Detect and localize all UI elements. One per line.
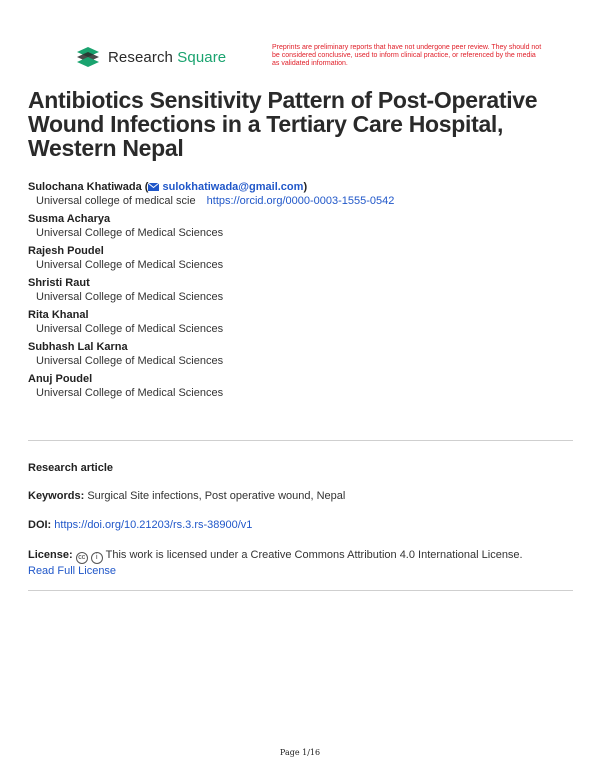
- keywords: [28, 489, 573, 504]
- keywords-label: Keywords:: [28, 490, 85, 502]
- author-entry-corresponding: Sulochana Khatiwada ( sulokhatiwada@gmail.com) Universal college of medical scie https://orcid.org/0000-0003-1555-0542: [28, 181, 395, 207]
- preprint-notice: Preprints are preliminary reports that have not undergone peer review. They should not be considered conclusive, used to inform clinical practice, or referenced by the media as validated information.: [272, 44, 542, 67]
- envelope-icon: [148, 183, 159, 191]
- doi: [28, 518, 573, 533]
- author-name: Susma Acharya: [28, 213, 111, 225]
- divider: [28, 590, 573, 591]
- author-entry: [28, 244, 588, 273]
- author-entry: [28, 340, 588, 369]
- license-text: This work is licensed under a Creative Commons Attribution 4.0 International License.: [105, 549, 523, 561]
- doi-link[interactable]: https://doi.org/10.21203/rs.3.rs-38900/v1: [54, 519, 253, 531]
- author-affiliation: Universal College of Medical Sciences: [36, 227, 224, 239]
- divider: [28, 440, 573, 441]
- author-affiliation: Universal College of Medical Sciences: [36, 291, 224, 303]
- author-affiliation: Universal College of Medical Sciences: [36, 387, 224, 399]
- author-name: Shristi Raut: [28, 277, 90, 289]
- email-link[interactable]: sulokhatiwada@gmail.com: [162, 181, 304, 193]
- license-label: License:: [28, 549, 73, 561]
- author-affiliation: Universal College of Medical Sciences: [36, 323, 224, 335]
- author-name: Sulochana Khatiwada: [28, 181, 142, 193]
- author-name: Rajesh Poudel: [28, 245, 104, 257]
- author-entry: [28, 276, 588, 305]
- article-type: Research article: [28, 462, 113, 474]
- cc-icon: cc: [76, 552, 88, 564]
- research-square-logo-icon: [75, 46, 101, 68]
- author-affiliation: Universal college of medical scie: [36, 195, 196, 207]
- author-name: Subhash Lal Karna: [28, 341, 128, 353]
- doi-label: DOI:: [28, 519, 52, 531]
- author-entry: [28, 212, 588, 241]
- research-square-logo[interactable]: [75, 46, 226, 68]
- paper-title: Antibiotics Sensitivity Pattern of Post-Operative Wound Infections in a Tertiary Care Hospital, Western Nepal: [28, 87, 538, 161]
- author-name: Rita Khanal: [28, 309, 89, 321]
- read-full-license-link[interactable]: Read Full License: [28, 565, 117, 577]
- author-affiliation: Universal College of Medical Sciences: [36, 259, 224, 271]
- author-name: Anuj Poudel: [28, 373, 93, 385]
- page-number: Page 1/16: [279, 748, 321, 757]
- license: [28, 548, 573, 579]
- by-attribution-icon: i: [91, 552, 103, 564]
- author-list: [28, 180, 588, 404]
- author-entry: [28, 308, 588, 337]
- orcid-link[interactable]: https://orcid.org/0000-0003-1555-0542: [206, 195, 395, 207]
- author-affiliation: Universal College of Medical Sciences: [36, 355, 224, 367]
- brand-name: Research Square: [108, 48, 227, 66]
- keywords-value: Surgical Site infections, Post operative wound, Nepal: [87, 490, 346, 502]
- author-entry: [28, 372, 588, 401]
